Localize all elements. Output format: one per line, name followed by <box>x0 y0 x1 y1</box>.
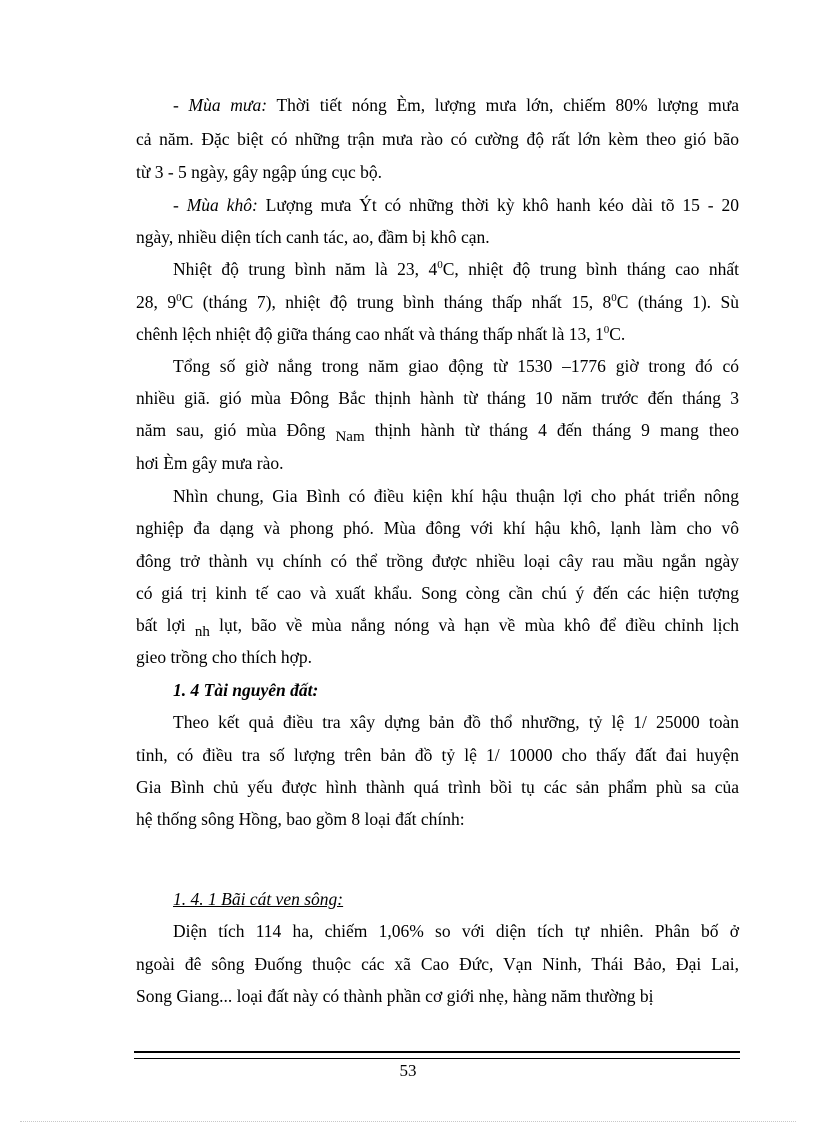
text-span: Lượng mưa Ýt có những thời kỳ khô hanh kéo dài tõ 15 - 20 <box>257 195 739 215</box>
paragraph-line: Nhìn chung, Gia Bình có điều kiện khí hậu thuận lợi cho phát triển nông <box>173 486 739 506</box>
footer-rule <box>134 1051 740 1059</box>
text-span: C. <box>609 324 626 344</box>
page-number: 53 <box>399 1061 417 1080</box>
paragraph-line: có giá trị kinh tế cao và xuất khẩu. Song còng cần chú ý đến các hiện tượng <box>136 583 739 603</box>
text-span: C, nhiệt độ trung bình tháng cao nhất <box>442 259 739 279</box>
text-span: bất lợi <box>136 615 195 635</box>
text-span: Nhiệt độ trung bình năm là 23, 4 <box>173 259 438 279</box>
text-span: C (tháng 7), nhiệt độ trung bình tháng thấp nhất 15, 8 <box>181 292 612 312</box>
paragraph-line: Song Giang... loại đất này có thành phần cơ giới nhẹ, hàng năm thường bị <box>136 986 654 1006</box>
superscript: 0 <box>176 292 182 304</box>
text-span: Thời tiết nóng Èm, lượng mưa lớn, chiếm 80% lượng mưa <box>267 95 739 115</box>
dry-season-label: - Mùa khô: <box>173 195 258 215</box>
paragraph-line <box>136 414 739 448</box>
paragraph-line <box>173 189 739 221</box>
paragraph-line: hệ thống sông Hồng, bao gồm 8 loại đất chính: <box>136 809 465 829</box>
section-heading: 1. 4 Tài nguyên đất: <box>173 680 319 700</box>
superscript: 0 <box>437 259 443 271</box>
paragraph-line <box>136 286 739 318</box>
text-span: chênh lệch nhiệt độ giữa tháng cao nhất và tháng thấp nhất là 13, 1 <box>136 324 604 344</box>
paragraph-line <box>136 609 739 643</box>
paragraph-line: tỉnh, có điều tra số lượng trên bản đồ tỷ lệ 1/ 10000 cho thấy đất đai huyện <box>136 745 739 765</box>
paragraph-line <box>173 253 739 285</box>
paragraph-line: Theo kết quả điều tra xây dựng bản đồ thổ nhưỡng, tỷ lệ 1/ 25000 toàn <box>173 712 739 732</box>
paragraph-line: Gia Bình chủ yếu được hình thành quá trình bồi tụ các sản phẩm phù sa của <box>136 777 739 797</box>
lowered-text: nh <box>194 624 210 640</box>
paragraph-line: gieo trồng cho thích hợp. <box>136 647 312 667</box>
paragraph-line: ngày, nhiều diện tích canh tác, ao, đầm bị khô cạn. <box>136 227 490 247</box>
superscript: 0 <box>603 324 610 336</box>
paragraph-line: nhiều giã. gió mùa Đông Bắc thịnh hành từ tháng 10 năm trước đến tháng 3 <box>136 388 739 408</box>
paragraph-line: Diện tích 114 ha, chiếm 1,06% so với diện tích tự nhiên. Phân bố ở <box>173 921 739 941</box>
paragraph-line <box>173 89 739 121</box>
text-span: năm sau, gió mùa Đông <box>136 420 336 440</box>
lowered-text: Nam <box>335 429 365 445</box>
superscript: 0 <box>611 292 617 304</box>
text-span: thịnh hành từ tháng 4 đến tháng 9 mang theo <box>364 420 740 440</box>
paragraph-line: hơi Èm gây mưa rào. <box>136 453 284 473</box>
text-span: lụt, bão về mùa nắng nóng và hạn về mùa khô để điều chỉnh lịch <box>209 615 740 635</box>
rainy-season-label: - Mùa mưa: <box>173 95 268 115</box>
page-edge-divider <box>20 1121 796 1122</box>
paragraph-line: cả năm. Đặc biệt có những trận mưa rào có cường độ rất lớn kèm theo gió bão <box>136 129 739 149</box>
subsection-heading: 1. 4. 1 Bãi cát ven sông: <box>173 889 344 909</box>
paragraph-line: từ 3 - 5 ngày, gây ngập úng cục bộ. <box>136 162 382 182</box>
text-span: C (tháng 1). Sù <box>616 292 739 312</box>
paragraph-line: đông trở thành vụ chính có thể trồng được nhiều loại cây rau mầu ngắn ngày <box>136 551 739 571</box>
paragraph-line: ngoài đê sông Đuống thuộc các xã Cao Đức, Vạn Ninh, Thái Bảo, Đại Lai, <box>136 954 739 974</box>
paragraph-line: nghiệp đa dạng và phong phó. Mùa đông với khí hậu khô, lạnh làm cho vô <box>136 518 739 538</box>
paragraph-line: Tổng số giờ nắng trong năm giao động từ 1530 –1776 giờ trong đó có <box>173 356 739 376</box>
text-span: 28, 9 <box>136 292 177 312</box>
paragraph-line <box>136 318 739 350</box>
